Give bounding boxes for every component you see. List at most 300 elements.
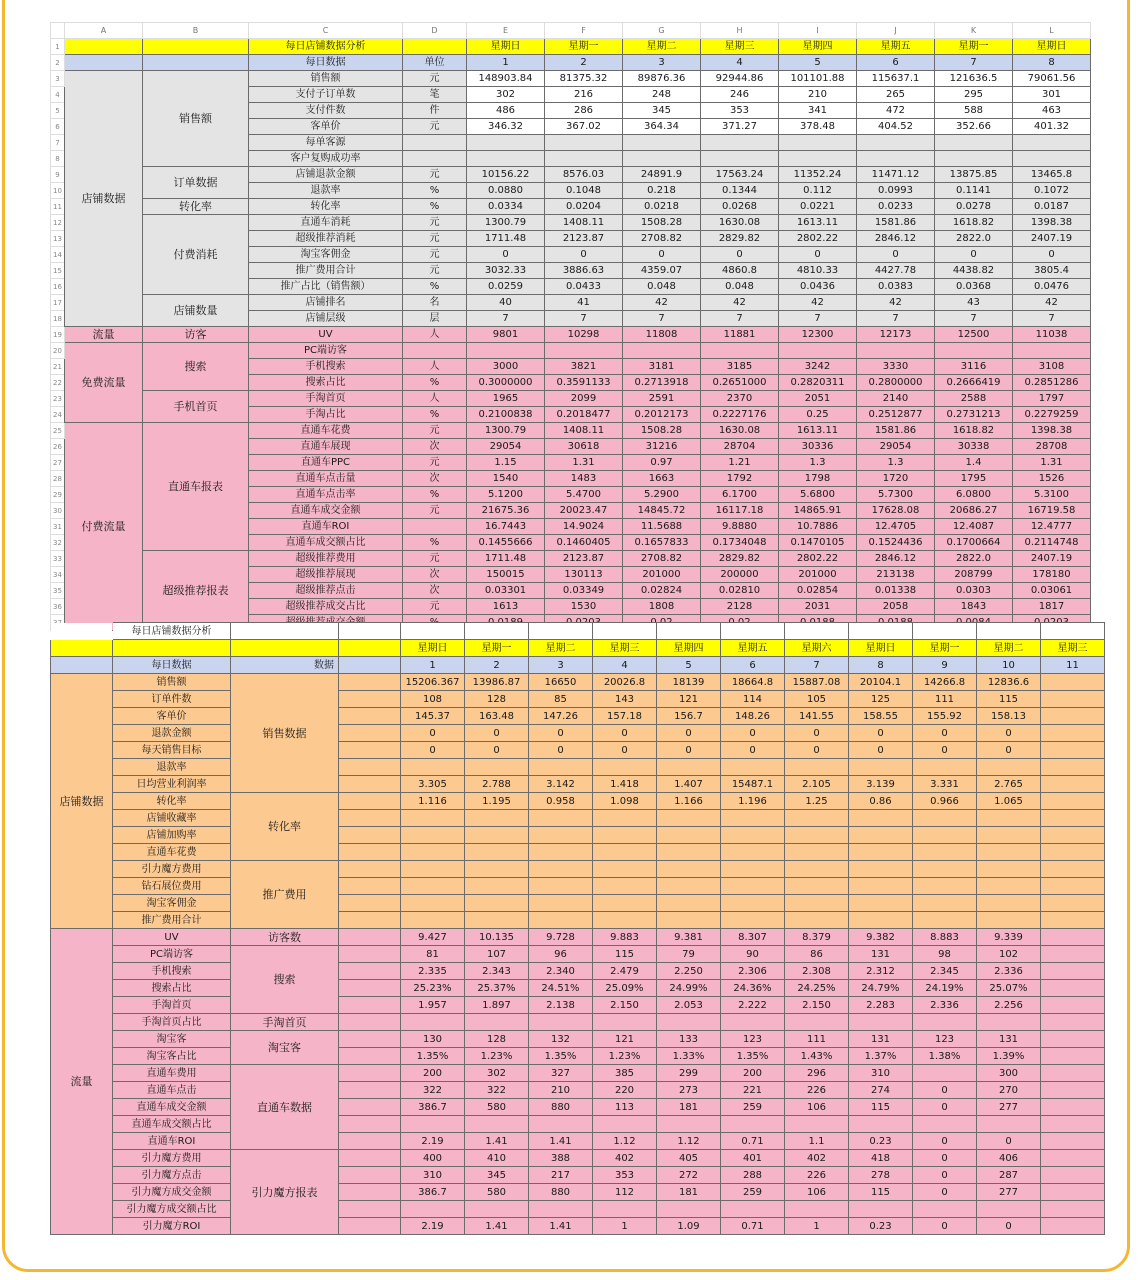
data-cell[interactable] [721, 759, 785, 776]
data-cell[interactable]: 3032.33 [467, 263, 545, 279]
data-cell[interactable] [701, 151, 779, 167]
data-cell[interactable]: 2.306 [721, 963, 785, 980]
data-cell[interactable]: 1.957 [401, 997, 465, 1014]
data-cell[interactable]: 2.312 [849, 963, 913, 980]
data-cell[interactable] [401, 1201, 465, 1218]
data-cell[interactable]: 388 [529, 1150, 593, 1167]
data-cell[interactable] [849, 895, 913, 912]
data-cell[interactable]: 2407.19 [1013, 551, 1091, 567]
data-cell[interactable]: 0.218 [623, 183, 701, 199]
data-cell[interactable]: 1526 [1013, 471, 1091, 487]
data-cell[interactable] [1041, 1167, 1105, 1184]
data-cell[interactable]: 1792 [701, 471, 779, 487]
data-cell[interactable]: 0.23 [849, 1218, 913, 1235]
data-cell[interactable]: 0 [1013, 247, 1091, 263]
data-cell[interactable]: 277 [977, 1099, 1041, 1116]
data-cell[interactable]: 288 [721, 1167, 785, 1184]
data-cell[interactable]: 0 [913, 742, 977, 759]
data-cell[interactable]: 30338 [935, 439, 1013, 455]
data-cell[interactable]: 0.1072 [1013, 183, 1091, 199]
data-cell[interactable] [977, 1116, 1041, 1133]
data-cell[interactable] [401, 759, 465, 776]
data-cell[interactable]: 0.0383 [857, 279, 935, 295]
data-cell[interactable]: 287 [977, 1167, 1041, 1184]
data-cell[interactable]: 2846.12 [857, 551, 935, 567]
data-cell[interactable]: 81375.32 [545, 71, 623, 87]
data-cell[interactable]: 410 [465, 1150, 529, 1167]
data-cell[interactable] [849, 844, 913, 861]
data-cell[interactable] [465, 810, 529, 827]
data-cell[interactable] [467, 151, 545, 167]
data-cell[interactable]: 0.01338 [857, 583, 935, 599]
data-cell[interactable]: 273 [657, 1082, 721, 1099]
data-cell[interactable]: 1.195 [465, 793, 529, 810]
data-cell[interactable] [977, 878, 1041, 895]
data-cell[interactable]: 2.19 [401, 1218, 465, 1235]
data-cell[interactable]: 42 [1013, 295, 1091, 311]
data-cell[interactable] [721, 1116, 785, 1133]
data-cell[interactable]: 158.55 [849, 708, 913, 725]
data-cell[interactable]: 2802.22 [779, 551, 857, 567]
data-cell[interactable]: 141.55 [785, 708, 849, 725]
data-cell[interactable]: 148.26 [721, 708, 785, 725]
data-cell[interactable] [657, 895, 721, 912]
data-cell[interactable]: 1817 [1013, 599, 1091, 615]
data-cell[interactable]: 1.35% [721, 1048, 785, 1065]
data-cell[interactable]: 1.897 [465, 997, 529, 1014]
data-cell[interactable]: 217 [529, 1167, 593, 1184]
data-cell[interactable]: 301 [1013, 87, 1091, 103]
data-cell[interactable]: 157.18 [593, 708, 657, 725]
data-cell[interactable]: 463 [1013, 103, 1091, 119]
data-cell[interactable]: 115 [849, 1099, 913, 1116]
data-cell[interactable]: 2.788 [465, 776, 529, 793]
data-cell[interactable]: 0.048 [623, 279, 701, 295]
data-cell[interactable]: 385 [593, 1065, 657, 1082]
data-cell[interactable] [721, 827, 785, 844]
data-cell[interactable]: 0.1344 [701, 183, 779, 199]
data-cell[interactable] [657, 844, 721, 861]
data-cell[interactable]: 20686.27 [935, 503, 1013, 519]
data-cell[interactable]: 163.48 [465, 708, 529, 725]
data-cell[interactable]: 0 [977, 742, 1041, 759]
data-cell[interactable]: 1613.11 [779, 215, 857, 231]
data-cell[interactable]: 3.142 [529, 776, 593, 793]
data-cell[interactable]: 0.1455666 [467, 535, 545, 551]
data-cell[interactable] [1041, 1201, 1105, 1218]
data-cell[interactable]: 346.32 [467, 119, 545, 135]
data-cell[interactable]: 0.2666419 [935, 375, 1013, 391]
data-cell[interactable] [721, 1201, 785, 1218]
data-cell[interactable]: 3116 [935, 359, 1013, 375]
data-cell[interactable]: 0 [401, 725, 465, 742]
data-cell[interactable]: 0.3591133 [545, 375, 623, 391]
data-cell[interactable]: 2822.0 [935, 231, 1013, 247]
data-cell[interactable]: 106 [785, 1099, 849, 1116]
data-cell[interactable] [785, 895, 849, 912]
data-cell[interactable] [785, 1201, 849, 1218]
data-cell[interactable]: 130 [401, 1031, 465, 1048]
data-cell[interactable]: 11.5688 [623, 519, 701, 535]
data-cell[interactable]: 1408.11 [545, 423, 623, 439]
data-cell[interactable] [1041, 1082, 1105, 1099]
data-cell[interactable]: 1.21 [701, 455, 779, 471]
data-cell[interactable]: 295 [935, 87, 1013, 103]
data-cell[interactable]: 1.41 [465, 1218, 529, 1235]
data-cell[interactable]: 0.1141 [935, 183, 1013, 199]
data-cell[interactable] [401, 844, 465, 861]
data-cell[interactable]: 1483 [545, 471, 623, 487]
data-cell[interactable] [785, 844, 849, 861]
data-cell[interactable]: 125 [849, 691, 913, 708]
data-cell[interactable] [849, 827, 913, 844]
data-cell[interactable] [593, 861, 657, 878]
data-cell[interactable]: 1 [785, 1218, 849, 1235]
data-cell[interactable]: 2591 [623, 391, 701, 407]
data-cell[interactable]: 42 [857, 295, 935, 311]
data-cell[interactable]: 1.065 [977, 793, 1041, 810]
data-cell[interactable]: 106 [785, 1184, 849, 1201]
data-cell[interactable]: 1613.11 [779, 423, 857, 439]
data-cell[interactable]: 17563.24 [701, 167, 779, 183]
data-cell[interactable]: 24.36% [721, 980, 785, 997]
data-cell[interactable]: 3242 [779, 359, 857, 375]
data-cell[interactable]: 3330 [857, 359, 935, 375]
data-cell[interactable]: 0.2100838 [467, 407, 545, 423]
data-cell[interactable]: 278 [849, 1167, 913, 1184]
data-cell[interactable]: 0 [593, 725, 657, 742]
data-cell[interactable]: 371.27 [701, 119, 779, 135]
data-cell[interactable]: 7 [623, 311, 701, 327]
data-cell[interactable]: 79 [657, 946, 721, 963]
data-cell[interactable]: 16650 [529, 674, 593, 691]
data-cell[interactable]: 0.2227176 [701, 407, 779, 423]
data-cell[interactable]: 1.116 [401, 793, 465, 810]
data-cell[interactable] [779, 135, 857, 151]
data-cell[interactable]: 2.765 [977, 776, 1041, 793]
data-cell[interactable]: 2099 [545, 391, 623, 407]
data-cell[interactable]: 2140 [857, 391, 935, 407]
data-cell[interactable]: 8576.03 [545, 167, 623, 183]
data-cell[interactable]: 2822.0 [935, 551, 1013, 567]
data-cell[interactable] [977, 759, 1041, 776]
data-cell[interactable]: 0.0259 [467, 279, 545, 295]
data-cell[interactable]: 20023.47 [545, 503, 623, 519]
data-cell[interactable]: 404.52 [857, 119, 935, 135]
data-cell[interactable] [401, 827, 465, 844]
data-cell[interactable] [913, 1065, 977, 1082]
data-cell[interactable]: 16117.18 [701, 503, 779, 519]
data-cell[interactable] [593, 827, 657, 844]
data-cell[interactable] [657, 1014, 721, 1031]
data-cell[interactable]: 0 [913, 1184, 977, 1201]
data-cell[interactable]: 0 [785, 742, 849, 759]
data-cell[interactable]: 0.1470105 [779, 535, 857, 551]
data-cell[interactable] [657, 912, 721, 929]
data-cell[interactable] [1041, 793, 1105, 810]
data-cell[interactable]: 12.4087 [935, 519, 1013, 535]
data-cell[interactable]: 200 [721, 1065, 785, 1082]
data-cell[interactable]: 0 [849, 742, 913, 759]
data-cell[interactable]: 3805.4 [1013, 263, 1091, 279]
data-cell[interactable] [785, 1116, 849, 1133]
data-cell[interactable] [785, 810, 849, 827]
data-cell[interactable] [785, 878, 849, 895]
data-cell[interactable]: 0.2820311 [779, 375, 857, 391]
data-cell[interactable] [593, 1201, 657, 1218]
data-cell[interactable] [721, 878, 785, 895]
data-cell[interactable] [935, 151, 1013, 167]
data-cell[interactable]: 1630.08 [701, 423, 779, 439]
data-cell[interactable]: 353 [593, 1167, 657, 1184]
data-cell[interactable]: 302 [465, 1065, 529, 1082]
data-cell[interactable]: 1 [593, 1218, 657, 1235]
data-cell[interactable]: 3181 [623, 359, 701, 375]
data-cell[interactable]: 12836.6 [977, 674, 1041, 691]
data-cell[interactable]: 345 [465, 1167, 529, 1184]
data-cell[interactable] [849, 878, 913, 895]
data-cell[interactable] [1041, 1116, 1105, 1133]
data-cell[interactable]: 272 [657, 1167, 721, 1184]
data-cell[interactable]: 1711.48 [467, 231, 545, 247]
data-cell[interactable]: 0 [623, 247, 701, 263]
data-cell[interactable] [529, 844, 593, 861]
data-cell[interactable]: 11808 [623, 327, 701, 343]
data-cell[interactable] [593, 912, 657, 929]
data-cell[interactable]: 115 [977, 691, 1041, 708]
data-cell[interactable] [849, 861, 913, 878]
data-cell[interactable]: 0.86 [849, 793, 913, 810]
data-cell[interactable]: 3.331 [913, 776, 977, 793]
data-cell[interactable]: 11881 [701, 327, 779, 343]
data-cell[interactable]: 0.2731213 [935, 407, 1013, 423]
data-cell[interactable]: 0 [657, 725, 721, 742]
data-cell[interactable]: 1.098 [593, 793, 657, 810]
data-cell[interactable]: 352.66 [935, 119, 1013, 135]
data-cell[interactable]: 4810.33 [779, 263, 857, 279]
data-cell[interactable]: 270 [977, 1082, 1041, 1099]
data-cell[interactable]: 92944.86 [701, 71, 779, 87]
data-cell[interactable]: 1.25 [785, 793, 849, 810]
data-cell[interactable]: 880 [529, 1184, 593, 1201]
data-cell[interactable]: 259 [721, 1099, 785, 1116]
data-cell[interactable]: 0.2851286 [1013, 375, 1091, 391]
data-cell[interactable] [529, 759, 593, 776]
data-cell[interactable] [1013, 135, 1091, 151]
data-cell[interactable] [465, 878, 529, 895]
data-cell[interactable]: 2.19 [401, 1133, 465, 1150]
data-cell[interactable]: 21675.36 [467, 503, 545, 519]
data-cell[interactable] [721, 895, 785, 912]
data-cell[interactable] [1041, 1184, 1105, 1201]
data-cell[interactable]: 221 [721, 1082, 785, 1099]
data-cell[interactable] [785, 912, 849, 929]
data-cell[interactable] [721, 861, 785, 878]
data-cell[interactable]: 132 [529, 1031, 593, 1048]
data-cell[interactable]: 2.340 [529, 963, 593, 980]
data-cell[interactable]: 115637.1 [857, 71, 935, 87]
data-cell[interactable] [1041, 1014, 1105, 1031]
data-cell[interactable]: 1.23% [465, 1048, 529, 1065]
data-cell[interactable]: 5.1200 [467, 487, 545, 503]
data-cell[interactable]: 0.0204 [545, 199, 623, 215]
data-cell[interactable]: 12500 [935, 327, 1013, 343]
data-cell[interactable] [913, 810, 977, 827]
data-cell[interactable] [593, 878, 657, 895]
data-cell[interactable]: 7 [545, 311, 623, 327]
data-cell[interactable]: 4427.78 [857, 263, 935, 279]
data-cell[interactable]: 0 [545, 247, 623, 263]
data-cell[interactable]: 1.23% [593, 1048, 657, 1065]
data-cell[interactable]: 0.0218 [623, 199, 701, 215]
data-cell[interactable] [529, 1116, 593, 1133]
data-cell[interactable] [401, 810, 465, 827]
data-cell[interactable]: 880 [529, 1099, 593, 1116]
data-cell[interactable] [935, 343, 1013, 359]
data-cell[interactable]: 353 [701, 103, 779, 119]
data-cell[interactable]: 2051 [779, 391, 857, 407]
data-cell[interactable] [849, 810, 913, 827]
data-cell[interactable]: 10156.22 [467, 167, 545, 183]
data-cell[interactable]: 322 [401, 1082, 465, 1099]
data-cell[interactable] [1041, 827, 1105, 844]
data-cell[interactable]: 2123.87 [545, 551, 623, 567]
data-cell[interactable]: 7 [1013, 311, 1091, 327]
data-cell[interactable]: 0.0268 [701, 199, 779, 215]
data-cell[interactable]: 16719.58 [1013, 503, 1091, 519]
data-cell[interactable]: 322 [465, 1082, 529, 1099]
data-cell[interactable]: 588 [935, 103, 1013, 119]
data-cell[interactable] [977, 1201, 1041, 1218]
data-cell[interactable]: 401.32 [1013, 119, 1091, 135]
data-cell[interactable]: 386.7 [401, 1099, 465, 1116]
data-cell[interactable] [1041, 674, 1105, 691]
data-cell[interactable]: 1581.86 [857, 215, 935, 231]
data-cell[interactable]: 0 [721, 725, 785, 742]
data-cell[interactable] [529, 810, 593, 827]
data-cell[interactable]: 406 [977, 1150, 1041, 1167]
data-cell[interactable]: 10.7886 [779, 519, 857, 535]
data-cell[interactable]: 0.0233 [857, 199, 935, 215]
data-cell[interactable] [593, 810, 657, 827]
data-cell[interactable]: 286 [545, 103, 623, 119]
data-cell[interactable]: 43 [935, 295, 1013, 311]
data-cell[interactable]: 31216 [623, 439, 701, 455]
data-cell[interactable]: 1795 [935, 471, 1013, 487]
data-cell[interactable] [1041, 895, 1105, 912]
data-cell[interactable]: 345 [623, 103, 701, 119]
data-cell[interactable] [1041, 997, 1105, 1014]
data-cell[interactable]: 2.250 [657, 963, 721, 980]
data-cell[interactable]: 0 [913, 725, 977, 742]
data-cell[interactable]: 2.479 [593, 963, 657, 980]
data-cell[interactable]: 3821 [545, 359, 623, 375]
data-cell[interactable]: 0 [913, 1099, 977, 1116]
data-cell[interactable] [401, 895, 465, 912]
data-cell[interactable]: 7 [701, 311, 779, 327]
data-cell[interactable]: 0 [465, 725, 529, 742]
data-cell[interactable]: 201000 [779, 567, 857, 583]
data-cell[interactable]: 2370 [701, 391, 779, 407]
data-cell[interactable]: 226 [785, 1082, 849, 1099]
data-cell[interactable]: 0.2800000 [857, 375, 935, 391]
data-cell[interactable] [1041, 1031, 1105, 1048]
data-cell[interactable] [401, 1014, 465, 1031]
data-cell[interactable] [401, 878, 465, 895]
data-cell[interactable]: 42 [701, 295, 779, 311]
data-cell[interactable]: 1398.38 [1013, 423, 1091, 439]
data-cell[interactable]: 0.1657833 [623, 535, 701, 551]
data-cell[interactable]: 0.02810 [701, 583, 779, 599]
data-cell[interactable] [779, 151, 857, 167]
data-cell[interactable]: 386.7 [401, 1184, 465, 1201]
data-cell[interactable]: 112 [593, 1184, 657, 1201]
data-cell[interactable]: 14845.72 [623, 503, 701, 519]
data-cell[interactable]: 2829.82 [701, 551, 779, 567]
data-cell[interactable]: 0.3000000 [467, 375, 545, 391]
data-cell[interactable]: 96 [529, 946, 593, 963]
data-cell[interactable] [935, 135, 1013, 151]
data-cell[interactable]: 113 [593, 1099, 657, 1116]
data-cell[interactable]: 1.12 [593, 1133, 657, 1150]
data-cell[interactable]: 11038 [1013, 327, 1091, 343]
data-cell[interactable]: 2128 [701, 599, 779, 615]
data-cell[interactable] [977, 844, 1041, 861]
data-cell[interactable] [701, 135, 779, 151]
data-cell[interactable]: 0.2651000 [701, 375, 779, 391]
data-cell[interactable]: 15887.08 [785, 674, 849, 691]
data-cell[interactable] [529, 912, 593, 929]
data-cell[interactable]: 0.0221 [779, 199, 857, 215]
data-cell[interactable]: 2.335 [401, 963, 465, 980]
data-cell[interactable]: 147.26 [529, 708, 593, 725]
data-cell[interactable] [1041, 1065, 1105, 1082]
data-cell[interactable]: 0 [657, 742, 721, 759]
data-cell[interactable] [545, 343, 623, 359]
data-cell[interactable]: 341 [779, 103, 857, 119]
data-cell[interactable]: 3185 [701, 359, 779, 375]
data-cell[interactable] [913, 1201, 977, 1218]
data-cell[interactable]: 1.41 [529, 1133, 593, 1150]
data-cell[interactable]: 0.97 [623, 455, 701, 471]
data-cell[interactable]: 0.0187 [1013, 199, 1091, 215]
data-cell[interactable]: 0.1734048 [701, 535, 779, 551]
data-cell[interactable]: 9.339 [977, 929, 1041, 946]
data-cell[interactable]: 25.23% [401, 980, 465, 997]
data-cell[interactable] [1041, 963, 1105, 980]
data-cell[interactable]: 2123.87 [545, 231, 623, 247]
data-cell[interactable]: 1581.86 [857, 423, 935, 439]
data-cell[interactable]: 0 [935, 247, 1013, 263]
data-cell[interactable]: 105 [785, 691, 849, 708]
data-cell[interactable]: 1.35% [401, 1048, 465, 1065]
data-cell[interactable] [623, 343, 701, 359]
data-cell[interactable]: 29054 [857, 439, 935, 455]
data-cell[interactable]: 580 [465, 1099, 529, 1116]
data-cell[interactable]: 1797 [1013, 391, 1091, 407]
data-cell[interactable]: 0.1048 [545, 183, 623, 199]
data-cell[interactable]: 0 [701, 247, 779, 263]
data-cell[interactable] [785, 861, 849, 878]
data-cell[interactable]: 9.8880 [701, 519, 779, 535]
data-cell[interactable] [593, 895, 657, 912]
data-cell[interactable]: 17628.08 [857, 503, 935, 519]
data-cell[interactable]: 2802.22 [779, 231, 857, 247]
data-cell[interactable] [593, 1014, 657, 1031]
data-cell[interactable]: 111 [913, 691, 977, 708]
data-cell[interactable]: 200000 [701, 567, 779, 583]
data-cell[interactable]: 181 [657, 1184, 721, 1201]
